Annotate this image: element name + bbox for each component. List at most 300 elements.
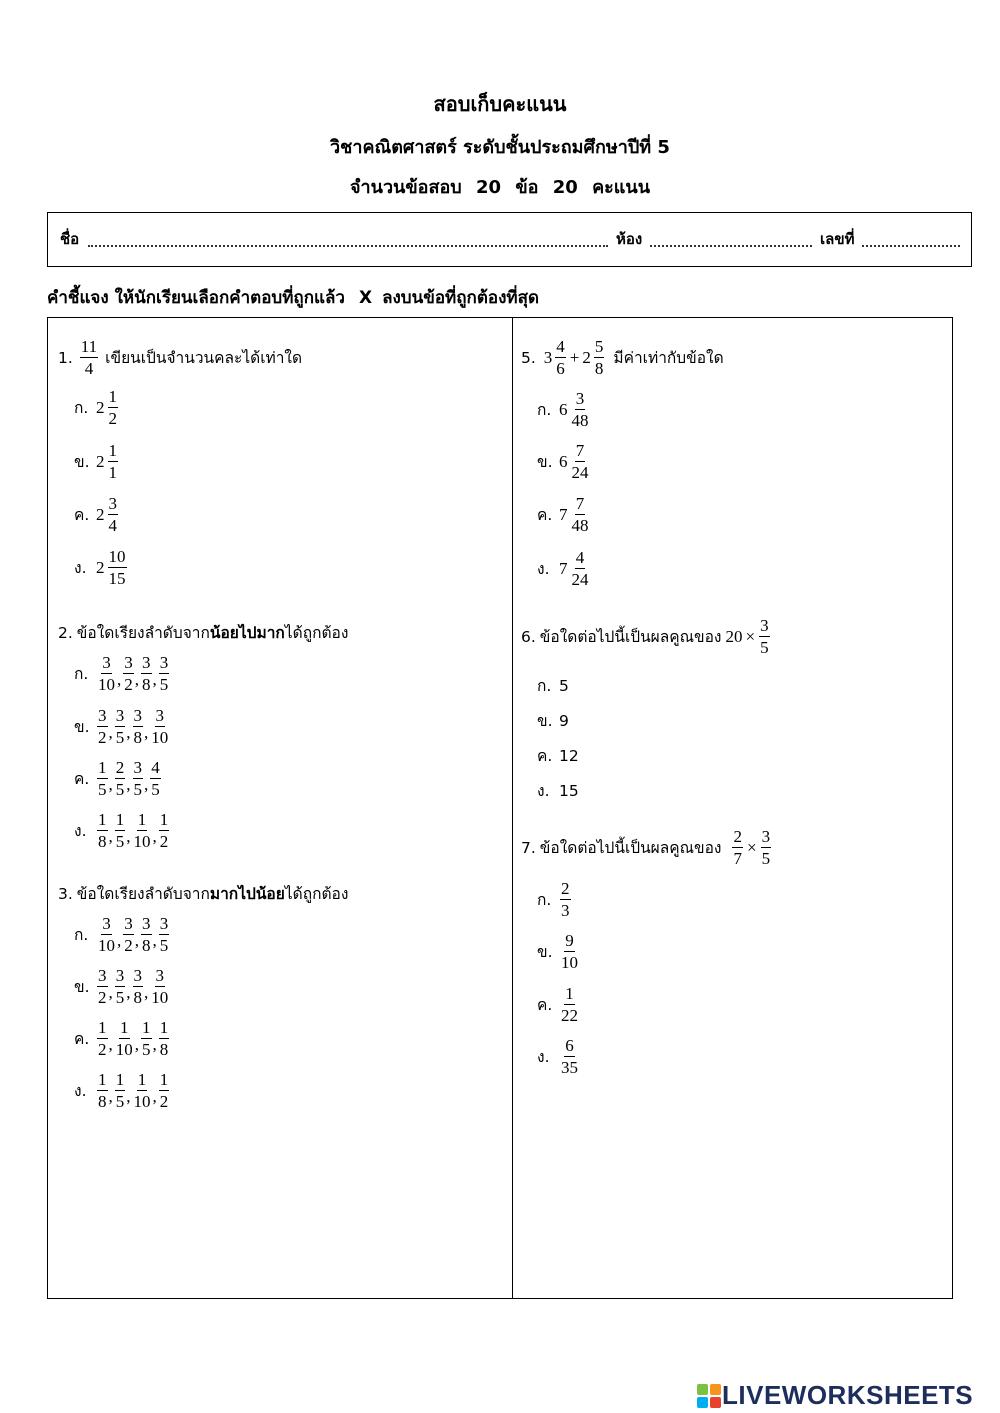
whole-part: 2: [96, 451, 105, 471]
numerator: 3: [98, 966, 107, 985]
logo-tile-green: [697, 1384, 708, 1395]
fraction: [108, 442, 119, 481]
numerator: 3: [575, 389, 585, 408]
fraction: [159, 915, 170, 954]
question-math: [544, 338, 606, 377]
denominator: 5: [98, 780, 107, 799]
mixed-number: [96, 442, 119, 481]
answer-math: [559, 880, 572, 919]
denominator: 3: [561, 901, 570, 920]
numerator: 3: [124, 653, 133, 672]
comma: ,: [134, 931, 139, 950]
fraction: [141, 1019, 152, 1058]
numerator: 3: [108, 494, 117, 513]
fraction-list: [96, 811, 170, 850]
comma: ,: [126, 1087, 131, 1106]
logo-tile-orange: [710, 1384, 721, 1395]
denominator: 8: [142, 675, 151, 694]
question-number: 2.: [58, 623, 73, 642]
exam-count-line: [0, 172, 1000, 201]
denominator: 5: [761, 849, 771, 868]
comma: ,: [108, 827, 113, 846]
question-text-end: ได้ถูกต้อง: [284, 885, 349, 903]
numerator: 1: [159, 810, 169, 829]
whole-part: 2: [96, 504, 105, 524]
q7-option-b[interactable]: [537, 932, 580, 971]
q6-option-b[interactable]: [537, 708, 569, 733]
mixed-number: [96, 495, 119, 534]
comma: ,: [117, 670, 122, 689]
whole-part: 2: [96, 397, 105, 417]
numerator: 1: [98, 758, 107, 777]
comma: ,: [126, 723, 131, 742]
numerator: 1: [108, 387, 117, 406]
question-text-end: ได้ถูกต้อง: [284, 624, 349, 642]
numerator: 9: [565, 931, 574, 950]
question-math: [731, 828, 772, 867]
fraction-list: [96, 1019, 170, 1058]
fraction: [97, 707, 108, 746]
denominator: 5: [760, 638, 769, 657]
denominator: 8: [594, 359, 604, 378]
page-title: สอบเก็บคะแนน: [433, 92, 567, 116]
mixed-number: [559, 442, 591, 481]
numerator: 3: [133, 966, 142, 985]
fraction: [97, 811, 108, 850]
mixed-number: [96, 388, 119, 427]
denominator: 24: [571, 463, 589, 482]
fraction: [133, 811, 152, 850]
numerator: 1: [137, 810, 147, 829]
q2-option-c[interactable]: [74, 759, 162, 798]
whole-part: 3: [543, 347, 553, 367]
q5-option-b[interactable]: [537, 442, 591, 481]
fraction: [115, 1019, 134, 1058]
denominator: 24: [571, 570, 589, 589]
fraction: [759, 617, 770, 656]
denominator: 10: [133, 1092, 151, 1111]
numerator: 3: [115, 706, 125, 725]
denominator: 8: [98, 1092, 107, 1111]
fraction: [159, 811, 170, 850]
option-label: ข.: [74, 718, 90, 736]
question-math: [725, 617, 770, 656]
factor: 20: [725, 626, 743, 646]
numerator: 1: [159, 1018, 169, 1037]
logo-icon: [696, 1383, 722, 1409]
option-label: ข.: [74, 978, 90, 996]
fraction: [80, 338, 98, 377]
option-label: ข.: [537, 943, 553, 961]
comma: ,: [108, 775, 113, 794]
numerator: 3: [760, 616, 769, 635]
name-label: ชื่อ: [60, 230, 80, 248]
denominator: 2: [124, 675, 133, 694]
option-label: ก.: [537, 677, 552, 695]
fraction: [97, 1071, 108, 1110]
numerator: 5: [594, 337, 604, 356]
numerator: 2: [115, 758, 125, 777]
numerator: 3: [159, 914, 169, 933]
comma: ,: [126, 775, 131, 794]
answer-math: [559, 1037, 580, 1076]
count-points: 20: [552, 177, 578, 198]
denominator: 48: [571, 411, 589, 430]
denominator: 15: [108, 569, 126, 588]
count-items-unit: ข้อ: [515, 177, 539, 198]
numerator: 3: [124, 914, 133, 933]
option-label: ก.: [537, 401, 552, 419]
numerator: 3: [133, 706, 142, 725]
fraction-list: [96, 915, 170, 954]
denominator: 10: [98, 675, 115, 694]
q1-option-d[interactable]: [74, 548, 128, 587]
option-value: 9: [559, 711, 569, 730]
fraction: [97, 759, 108, 798]
q7-option-d[interactable]: [537, 1037, 580, 1076]
operator: +: [569, 347, 580, 367]
numerator: 3: [102, 653, 111, 672]
question-text: เขียนเป็นจำนวนคละได้เท่าใด: [105, 349, 303, 367]
numerator: 11: [80, 337, 98, 356]
numerator: 1: [98, 1070, 107, 1089]
fraction: [159, 1071, 170, 1110]
fraction: [571, 495, 590, 534]
fraction: [123, 654, 134, 693]
count-prefix: จำนวนข้อสอบ: [349, 177, 462, 198]
question-number: 3.: [58, 884, 73, 903]
fraction: [97, 654, 116, 693]
option-label: ค.: [537, 996, 553, 1014]
comma: ,: [134, 670, 139, 689]
number-label: เลขที่: [820, 230, 855, 248]
numerator: 1: [115, 1070, 125, 1089]
fraction: [159, 1019, 170, 1058]
fraction: [571, 390, 590, 429]
comma: ,: [144, 983, 149, 1002]
comma: ,: [152, 931, 157, 950]
comma: ,: [134, 1035, 139, 1054]
denominator: 5: [142, 1040, 151, 1059]
operator: ×: [746, 837, 757, 857]
subject-line: วิชาคณิตศาสตร์ ระดับชั้นประถมศึกษาปีที่ 5: [330, 137, 670, 158]
denominator: 10: [133, 832, 151, 851]
fraction: [560, 880, 571, 919]
fraction: [141, 915, 152, 954]
numerator: 1: [137, 1070, 147, 1089]
numerator: 4: [151, 758, 160, 777]
question-5: [521, 338, 724, 377]
q7-option-c[interactable]: [537, 985, 580, 1024]
question-3: [58, 881, 348, 906]
question-math: [79, 338, 99, 377]
fraction: [560, 932, 579, 971]
q2-option-b[interactable]: [74, 707, 170, 746]
numerator: 2: [733, 827, 742, 846]
comma: ,: [108, 1087, 113, 1106]
denominator: 48: [571, 516, 589, 535]
option-label: ก.: [537, 891, 552, 909]
question-text-bold: มากไปน้อย: [209, 885, 285, 903]
denominator: 5: [151, 780, 160, 799]
q3-option-a[interactable]: [74, 915, 170, 954]
fraction: [133, 759, 144, 798]
fraction: [115, 811, 126, 850]
denominator: 10: [151, 728, 169, 747]
denominator: 4: [108, 516, 117, 535]
fraction: [115, 1071, 126, 1110]
question-number: 6.: [521, 627, 536, 646]
answer-math: [559, 932, 580, 971]
q6-option-c[interactable]: [537, 743, 579, 768]
option-label: ค.: [74, 1030, 90, 1048]
count-items: 20: [475, 177, 502, 198]
fraction: [115, 707, 126, 746]
denominator: 8: [159, 1040, 169, 1059]
number-field[interactable]: [862, 231, 960, 247]
logo-tile-red: [710, 1397, 721, 1408]
numerator: 1: [98, 1018, 107, 1037]
denominator: 2: [159, 1092, 169, 1111]
liveworksheets-logo: [696, 1380, 973, 1411]
whole-part: 7: [559, 504, 568, 524]
numerator: 3: [133, 758, 142, 777]
fraction-list: [96, 707, 170, 746]
fraction: [108, 548, 127, 587]
fraction-list: [96, 967, 170, 1006]
denominator: 7: [733, 849, 742, 868]
denominator: 5: [115, 780, 125, 799]
denominator: 6: [556, 359, 565, 378]
q6-option-d[interactable]: [537, 778, 579, 803]
numerator: 3: [142, 914, 151, 933]
q6-option-a[interactable]: [537, 673, 569, 698]
fraction: [594, 338, 605, 377]
fraction: [150, 707, 169, 746]
fraction: [108, 388, 119, 427]
question-1: [58, 338, 302, 377]
comma: ,: [117, 931, 122, 950]
comma: ,: [108, 723, 113, 742]
q5-option-a[interactable]: [537, 390, 591, 429]
q2-option-a[interactable]: [74, 654, 170, 693]
option-label: ข.: [537, 712, 553, 730]
denominator: 2: [98, 728, 107, 747]
logo-text: LIVEWORKSHEETS: [722, 1380, 974, 1410]
numerator: 4: [575, 548, 585, 567]
denominator: 5: [133, 780, 142, 799]
comma: ,: [126, 983, 131, 1002]
fraction: [555, 338, 566, 377]
numerator: 3: [98, 706, 107, 725]
question-7: [521, 828, 772, 867]
fraction: [571, 549, 590, 588]
q2-option-d[interactable]: [74, 811, 170, 850]
option-label: ง.: [74, 822, 87, 840]
name-field[interactable]: [88, 231, 608, 247]
denominator: 35: [561, 1058, 578, 1077]
option-label: ค.: [537, 506, 553, 524]
denominator: 5: [115, 832, 125, 851]
q3-option-c[interactable]: [74, 1019, 170, 1058]
numerator: 3: [155, 706, 164, 725]
numerator: 3: [142, 653, 151, 672]
fraction: [560, 1037, 579, 1076]
numerator: 3: [159, 653, 169, 672]
numerator: 1: [142, 1018, 151, 1037]
fraction: [571, 442, 590, 481]
answer-math: [559, 985, 580, 1024]
numerator: 1: [108, 441, 117, 460]
option-label: ค.: [537, 747, 553, 765]
denominator: 5: [159, 675, 169, 694]
option-value: 12: [559, 746, 579, 765]
denominator: 2: [159, 832, 169, 851]
fraction: [150, 967, 169, 1006]
comma: ,: [152, 827, 157, 846]
option-value: 5: [559, 676, 569, 695]
question-text: ข้อใดต่อไปนี้เป็นผลคูณของ: [539, 628, 722, 646]
denominator: 2: [124, 936, 133, 955]
count-points-unit: คะแนน: [592, 177, 650, 198]
logo-tile-blue: [697, 1397, 708, 1408]
numerator: 3: [761, 827, 771, 846]
room-label: ห้อง: [616, 230, 643, 248]
denominator: 22: [561, 1006, 578, 1025]
q1-option-c[interactable]: [74, 495, 119, 534]
numerator: 3: [102, 914, 111, 933]
fraction: [133, 967, 144, 1006]
option-label: ง.: [537, 782, 550, 800]
comma: ,: [152, 670, 157, 689]
question-text: ข้อใดเรียงลำดับจาก: [76, 624, 210, 642]
denominator: 10: [151, 988, 169, 1007]
mixed-number: [559, 390, 591, 429]
fraction: [97, 915, 116, 954]
comma: ,: [144, 723, 149, 742]
numerator: 1: [120, 1018, 129, 1037]
denominator: 8: [98, 832, 107, 851]
denominator: 8: [133, 728, 142, 747]
q5-option-d[interactable]: [537, 549, 591, 588]
question-text: มีค่าเท่ากับข้อใด: [613, 349, 724, 367]
denominator: 10: [115, 1040, 133, 1059]
q3-option-b[interactable]: [74, 967, 170, 1006]
option-label: ค.: [74, 770, 90, 788]
denominator: 4: [84, 359, 94, 378]
comma: ,: [108, 983, 113, 1002]
fraction: [141, 654, 152, 693]
option-label: ค.: [74, 506, 90, 524]
denominator: 10: [561, 953, 578, 972]
denominator: 1: [108, 463, 117, 482]
option-label: ง.: [74, 559, 87, 577]
q5-option-c[interactable]: [537, 495, 591, 534]
numerator: 1: [98, 810, 107, 829]
fraction: [159, 654, 170, 693]
denominator: 8: [142, 936, 151, 955]
numerator: 1: [159, 1070, 169, 1089]
whole-part: 2: [96, 557, 105, 577]
whole-part: 6: [559, 399, 568, 419]
comma: ,: [152, 1087, 157, 1106]
option-label: ข.: [537, 453, 553, 471]
denominator: 2: [108, 409, 117, 428]
q7-option-a[interactable]: [537, 880, 572, 919]
denominator: 8: [133, 988, 142, 1007]
denominator: 5: [115, 1092, 125, 1111]
fraction: [97, 1019, 108, 1058]
fraction: [133, 1071, 152, 1110]
numerator: 4: [556, 337, 565, 356]
question-text: ข้อใดเรียงลำดับจาก: [76, 885, 210, 903]
instruction-rest: ลงบนข้อที่ถูกต้องที่สุด: [382, 288, 539, 308]
fraction-list: [96, 759, 162, 798]
numerator: 1: [115, 810, 125, 829]
denominator: 5: [115, 988, 125, 1007]
q1-option-a[interactable]: [74, 388, 119, 427]
whole-part: 7: [559, 558, 568, 578]
numerator: 2: [561, 879, 570, 898]
option-label: ก.: [74, 399, 89, 417]
q1-option-b[interactable]: [74, 442, 119, 481]
numerator: 3: [115, 966, 125, 985]
fraction: [123, 915, 134, 954]
denominator: 10: [98, 936, 115, 955]
fraction: [108, 495, 119, 534]
operator: ×: [745, 626, 756, 646]
option-label: ข.: [74, 453, 90, 471]
question-6: [521, 617, 771, 656]
fraction: [761, 828, 772, 867]
option-label: ง.: [537, 560, 550, 578]
fraction: [115, 967, 126, 1006]
numerator: 3: [155, 966, 164, 985]
numerator: 7: [575, 494, 585, 513]
whole-part: 2: [582, 347, 591, 367]
instruction: [47, 284, 539, 311]
question-number: 5.: [521, 348, 536, 367]
denominator: 5: [115, 728, 125, 747]
student-info-box: [47, 212, 972, 267]
instruction-text: คำชี้แจง ให้นักเรียนเลือกคำตอบที่ถูกแล้ว: [47, 288, 345, 308]
denominator: 2: [98, 988, 107, 1007]
option-value: 15: [559, 781, 579, 800]
fraction: [732, 828, 743, 867]
comma: ,: [126, 827, 131, 846]
question-number: 7.: [521, 838, 536, 857]
whole-part: 6: [559, 451, 568, 471]
numerator: 7: [575, 441, 585, 460]
question-number: 1.: [58, 348, 73, 367]
fraction-list: [96, 654, 170, 693]
option-label: ง.: [537, 1048, 550, 1066]
mixed-number: [559, 495, 591, 534]
fraction: [560, 985, 579, 1024]
option-label: ง.: [74, 1082, 87, 1100]
denominator: 2: [98, 1040, 107, 1059]
fraction: [115, 759, 126, 798]
denominator: 5: [159, 936, 169, 955]
q3-option-d[interactable]: [74, 1071, 170, 1110]
question-grid: [47, 317, 953, 1299]
question-2: [58, 620, 348, 645]
numerator: 6: [565, 1036, 574, 1055]
room-field[interactable]: [650, 231, 812, 247]
question-text: ข้อใดต่อไปนี้เป็นผลคูณของ: [539, 839, 722, 857]
numerator: 1: [565, 984, 574, 1003]
comma: ,: [152, 1035, 157, 1054]
